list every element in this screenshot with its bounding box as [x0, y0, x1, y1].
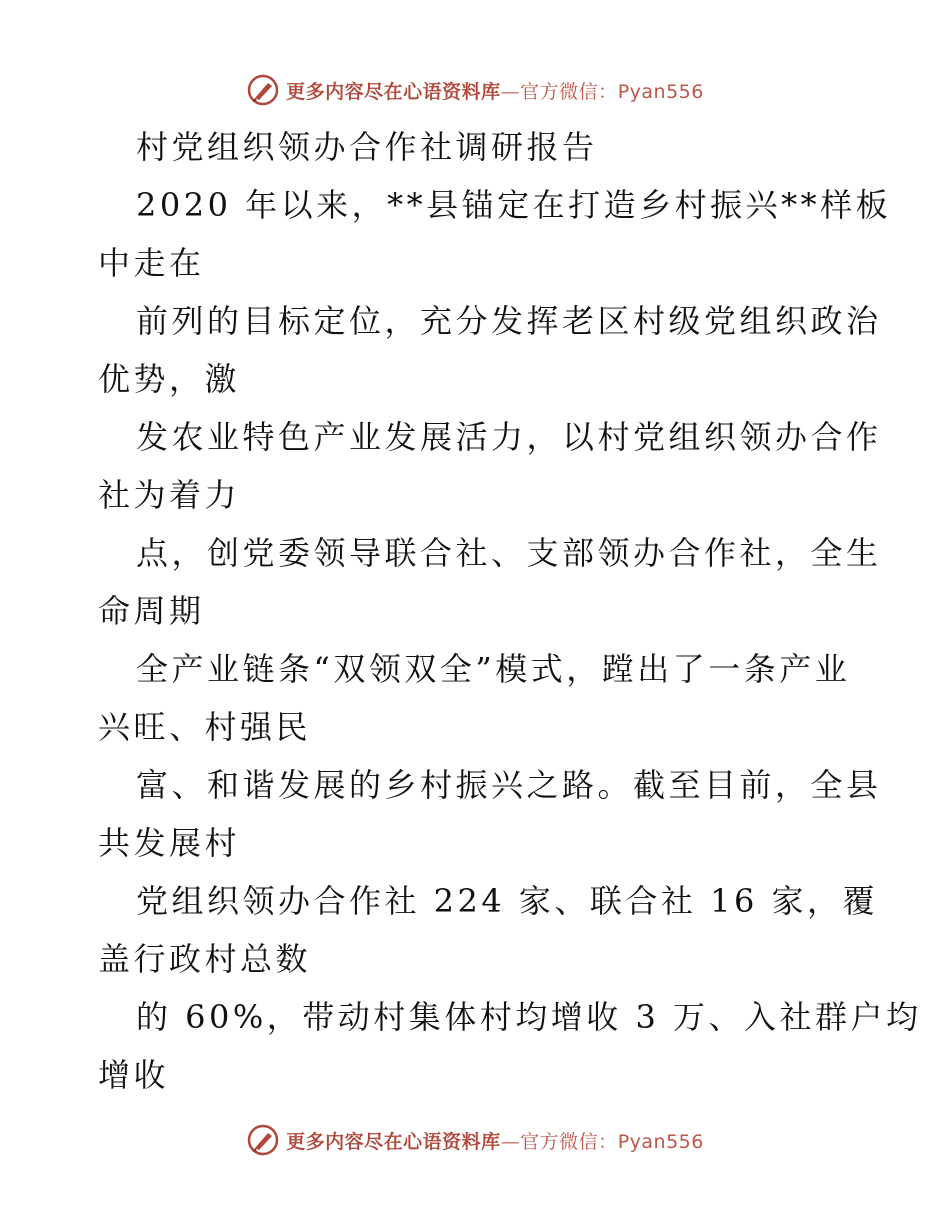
- pen-logo-icon: [246, 73, 280, 107]
- paragraph-line: 全产业链条“双领双全”模式，蹚出了一条产业: [136, 650, 851, 688]
- document-body: [98, 118, 922, 1104]
- paragraph-line: 中走在: [98, 244, 205, 282]
- watermark-separator: —: [500, 80, 521, 103]
- paragraph-line: 社为着力: [98, 476, 241, 514]
- watermark-text: [286, 1127, 704, 1154]
- watermark-footer: [0, 1120, 950, 1160]
- watermark-separator: —: [500, 1130, 521, 1153]
- paragraph-line: 富、和谐发展的乡村振兴之路。截至目前，全县: [136, 766, 882, 804]
- watermark-wechat-id: Pyan556: [617, 1130, 704, 1153]
- pen-logo-icon: [246, 1123, 280, 1157]
- document-title: 村党组织领办合作社调研报告: [136, 128, 598, 166]
- watermark-brand: 更多内容尽在心语资料库: [286, 1130, 501, 1153]
- paragraph-line: 盖行政村总数: [98, 940, 312, 978]
- paragraph-line: 点，创党委领导联合社、支部领办合作社，全生: [136, 534, 882, 572]
- paragraph-line: 的 60%，带动村集体村均增收 3 万、入社群户均: [136, 998, 922, 1036]
- paragraph-line: 命周期: [98, 592, 205, 630]
- watermark-brand: 更多内容尽在心语资料库: [286, 80, 501, 103]
- paragraph-line: 发农业特色产业发展活力，以村党组织领办合作: [136, 418, 882, 456]
- watermark-wechat-label: 官方微信：: [520, 80, 618, 103]
- paragraph-line: 2020 年以来，**县锚定在打造乡村振兴**样板: [136, 186, 892, 224]
- paragraph-line: 党组织领办合作社 224 家、联合社 16 家，覆: [136, 882, 878, 920]
- paragraph-line: 前列的目标定位，充分发挥老区村级党组织政治: [136, 302, 882, 340]
- paragraph-line: 增收: [98, 1056, 170, 1094]
- watermark-header: [0, 70, 950, 110]
- paragraph-line: 兴旺、村强民: [98, 708, 312, 746]
- watermark-wechat-id: Pyan556: [617, 80, 704, 103]
- paragraph-line: 共发展村: [98, 824, 241, 862]
- watermark-text: [286, 77, 704, 104]
- paragraph-line: 优势，激: [98, 360, 241, 398]
- watermark-wechat-label: 官方微信：: [520, 1130, 618, 1153]
